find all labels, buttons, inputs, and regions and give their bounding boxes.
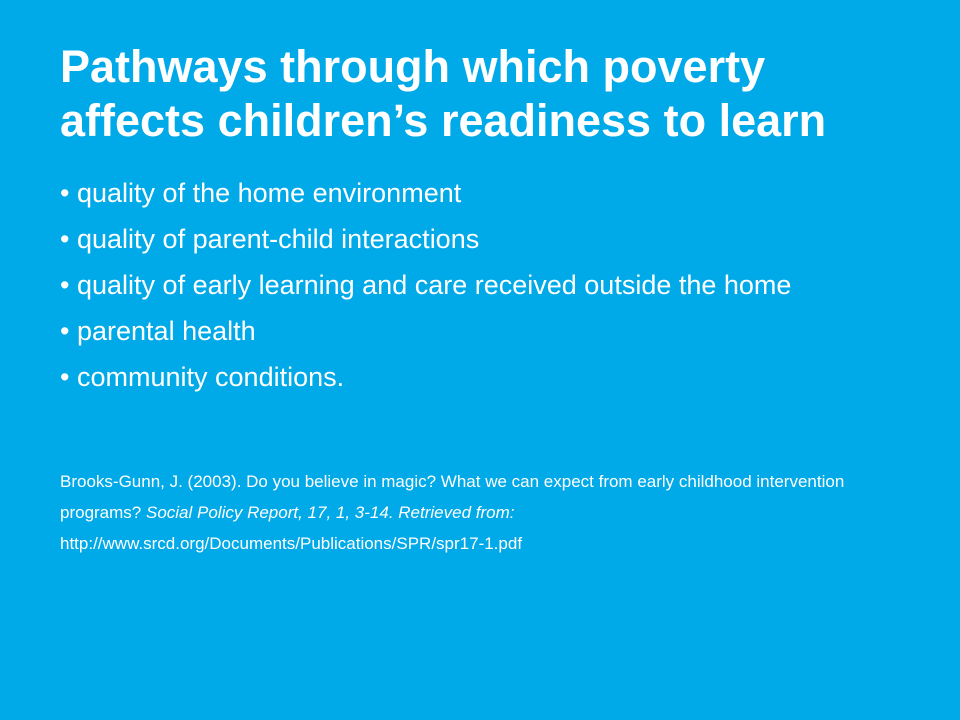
citation-journal: Social Policy Report, 17, 1, 3-14. Retrieved from: bbox=[145, 503, 515, 522]
bullet-item bbox=[60, 312, 880, 351]
bullet-icon: • bbox=[60, 362, 70, 392]
bullet-text: community conditions. bbox=[77, 362, 345, 392]
bullet-list bbox=[60, 174, 880, 404]
bullet-item bbox=[60, 174, 880, 213]
slide-title bbox=[60, 40, 920, 148]
bullet-text: quality of the home environment bbox=[77, 178, 462, 208]
citation bbox=[60, 466, 880, 559]
slide-title-line-1: Pathways through which poverty bbox=[60, 41, 766, 92]
bullet-item bbox=[60, 358, 880, 397]
bullet-icon: • bbox=[60, 270, 70, 300]
bullet-icon: • bbox=[60, 178, 70, 208]
citation-text: Brooks-Gunn, J. (2003). Do you believe in magic? What we can expect from early childhood intervention programs? bbox=[60, 472, 845, 522]
bullet-item bbox=[60, 220, 880, 259]
bullet-text: parental health bbox=[77, 316, 256, 346]
bullet-text: quality of early learning and care received outside the home bbox=[77, 270, 792, 300]
slide-title-line-2: affects children’s readiness to learn bbox=[60, 95, 827, 146]
bullet-icon: • bbox=[60, 224, 70, 254]
bullet-item bbox=[60, 266, 880, 305]
bullet-text: quality of parent-child interactions bbox=[77, 224, 480, 254]
citation-url[interactable]: http://www.srcd.org/Documents/Publications/SPR/spr17-1.pdf bbox=[60, 534, 523, 553]
bullet-icon: • bbox=[60, 316, 70, 346]
